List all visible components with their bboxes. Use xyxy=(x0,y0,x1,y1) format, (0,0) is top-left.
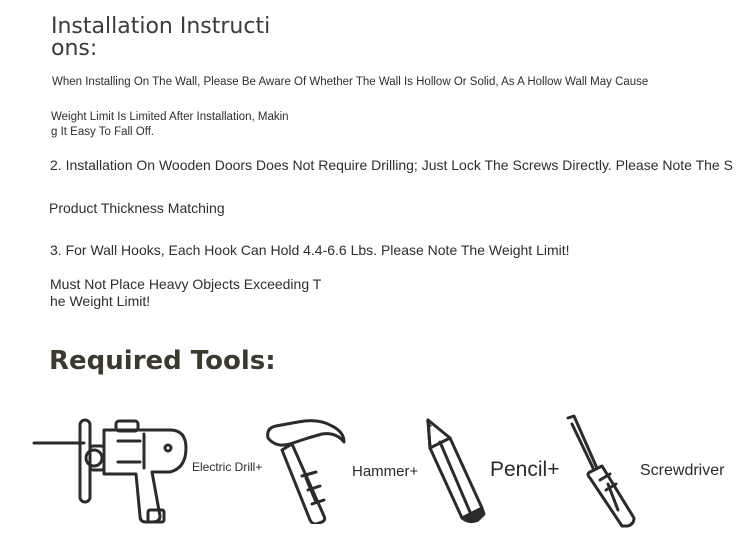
screwdriver-icon xyxy=(564,414,640,528)
hammer-icon xyxy=(262,416,350,524)
instruction-line-6: Must Not Place Heavy Objects Exceeding T he Weight Limit! xyxy=(50,276,322,309)
instruction-line-2: Weight Limit Is Limited After Installation, Makin g It Easy To Fall Off. xyxy=(51,111,289,138)
tool-label-screwdriver: Screwdriver xyxy=(640,462,725,479)
tool-label-drill: Electric Drill+ xyxy=(192,460,263,474)
pencil-icon xyxy=(424,418,488,524)
required-tools-heading: Required Tools: xyxy=(49,346,276,376)
tool-label-pencil: Pencil+ xyxy=(490,458,560,481)
instruction-line-1: When Installing On The Wall, Please Be Aware Of Whether The Wall Is Hollow Or Solid, As A Hollow Wall May Cause xyxy=(52,76,649,88)
page-title: Installation Instructi ons: xyxy=(51,14,271,61)
instruction-line-4: Product Thickness Matching xyxy=(49,200,225,216)
instruction-line-3: 2. Installation On Wooden Doors Does Not Require Drilling; Just Lock The Screws Directly. Please Note The S xyxy=(50,157,733,173)
instruction-line-5: 3. For Wall Hooks, Each Hook Can Hold 4.4-6.6 Lbs. Please Note The Weight Limit! xyxy=(50,242,570,258)
tool-label-hammer: Hammer+ xyxy=(352,463,419,480)
drill-icon xyxy=(32,416,190,526)
